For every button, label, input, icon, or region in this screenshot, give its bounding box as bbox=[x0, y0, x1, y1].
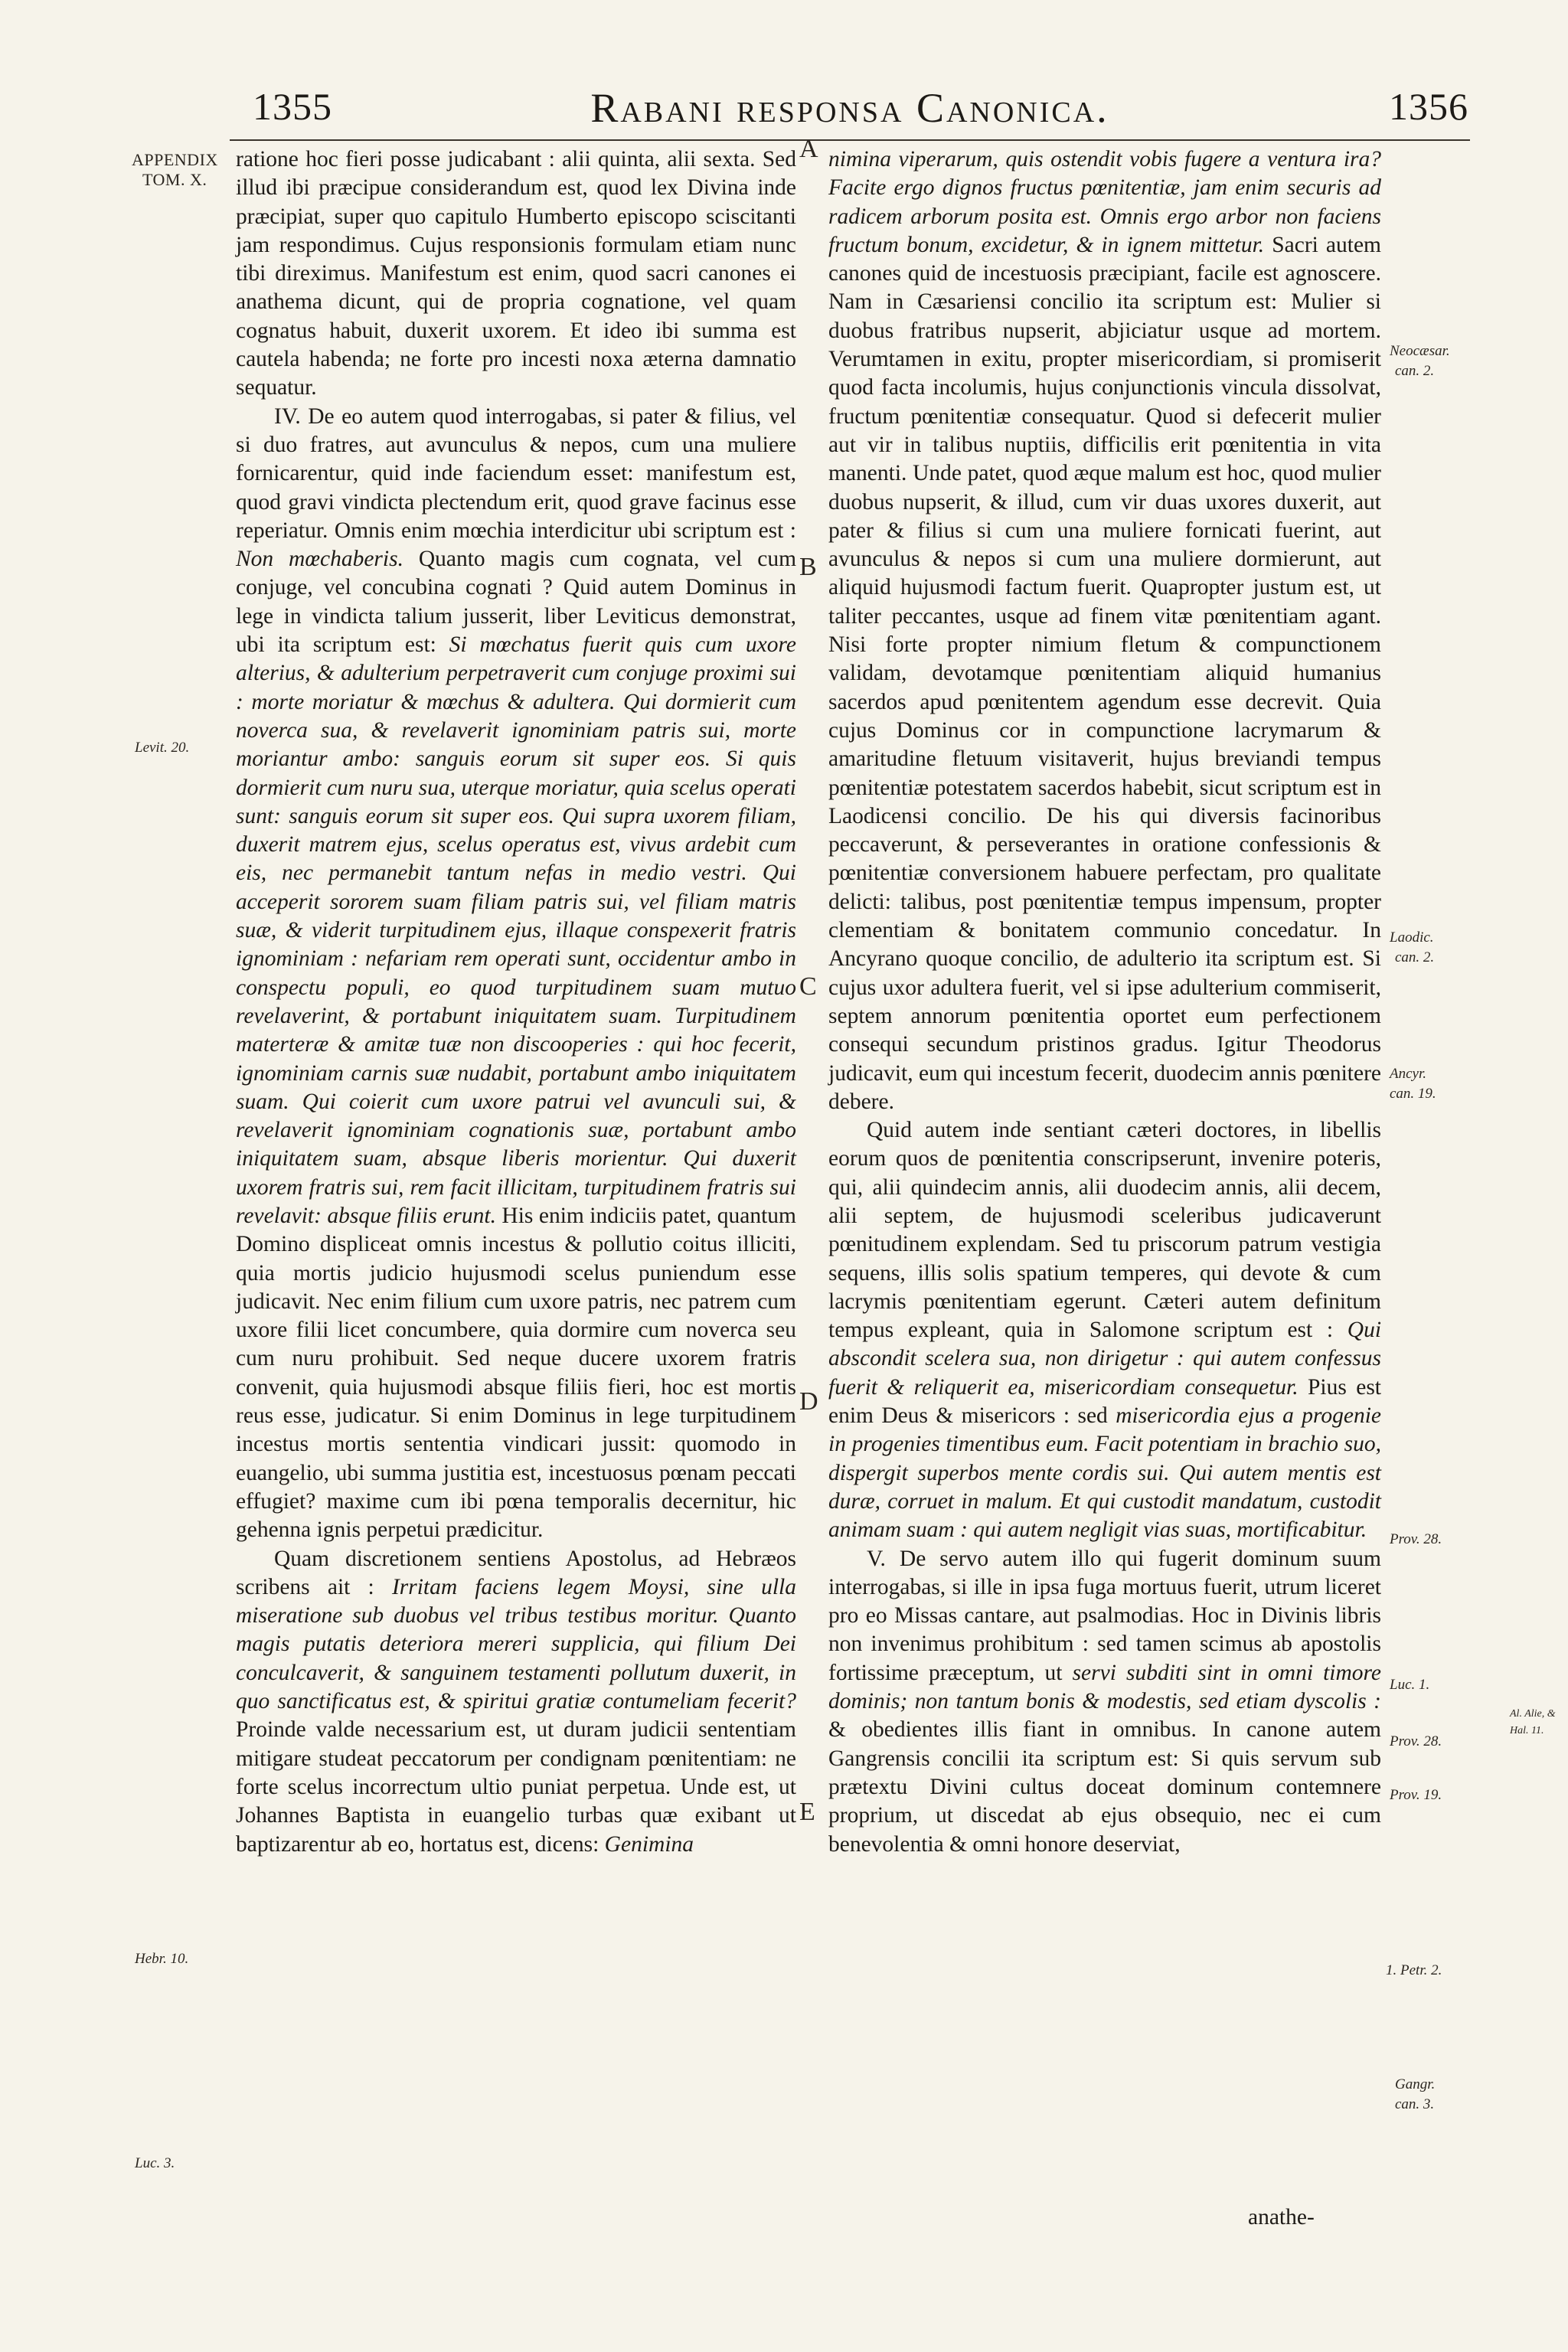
margin-neocaes-can: can. 2. bbox=[1395, 363, 1435, 379]
margin-tom: TOM. X. bbox=[142, 170, 207, 189]
section-letter-b: B bbox=[799, 553, 817, 581]
margin-luc1: Luc. 1. bbox=[1390, 1677, 1430, 1693]
header-rule bbox=[230, 139, 1470, 141]
right-p2-quote-b: Qui abscondit scelera sua, non dirigetur : qui autem confessus fuerit & reliquerit ea, misericordiam consequetur. bbox=[828, 1318, 1382, 1400]
page-number-left: 1355 bbox=[253, 85, 332, 128]
margin-prov28a: Prov. 28. bbox=[1390, 1531, 1442, 1547]
running-title: Rabani responsa Canonica. bbox=[590, 85, 1109, 131]
left-paragraph-1: ratione hoc fieri posse judicabant : alii quinta, alii sexta. Sed illud ibi præcipue considerandum est, quod lex Divina inde præcipiat, super quo capitulo Humberto episcopo sciscitanti jam respondimus. Cujus responsionis formulam etiam nunc tibi direximus. Manifestum est enim, quod sacri canones ei anathema dicunt, qui de propria cognatione, vel quam cognatus habuit, duxerit uxorem. Et ideo ibi summa est cautela habenda; ne forte pro incesti noxa æterna damnatio sequatur. bbox=[236, 147, 796, 400]
section-letter-c: C bbox=[799, 972, 817, 1001]
margin-luc: Luc. 3. bbox=[135, 2155, 175, 2171]
section-letter-a: A bbox=[799, 135, 818, 163]
left-paragraph-2 bbox=[236, 403, 796, 1545]
left-p3-text-c: Proinde valde necessarium est, ut duram judicii sententiam mitigare studeat peccatorum per condignam pœnitentiam: ne forte scelus incorrectum ultio puniat perpetua. Unde est, ut Johannes Baptista in euangelio turbas quæ exibant ut baptizarentur ab eo, hortatus est, dicens: bbox=[236, 1717, 796, 1857]
margin-ancyr-can: can. 19. bbox=[1390, 1086, 1436, 1102]
right-paragraph-3 bbox=[828, 1545, 1381, 1859]
left-p3-quote-d: Genimina bbox=[604, 1831, 694, 1857]
left-p2-text-e: His enim indiciis patet, quantum Domino displiceat omnis incestus & pollutio coitus illiciti, quia mortis judicio hujusmodi scelus puniendum esse judicavit. Nec enim filium cum uxore patris, nec patrem cum uxore filii licet concumbere, quia dormire cum noverca seu cum nuru prohibuit. Sed neque ducere uxorem fratris convenit, quia hujusmodi absque filiis fieri, hoc est mortis reus esse, judicatur. Si enim Dominus in lege turpitudinem incestus mortis sententia vindicari jussit: quomodo in euangelio, ubi summa justitia est, incestuosus pœnam peccati effugiet? maxime cum ibi pœna temporalis decernitur, hic gehenna ignis perpetui prædicitur. bbox=[236, 1203, 796, 1543]
right-p3-text-c: & obedientes illis fiant in omnibus. In canone autem Gangrensis concilii ita scriptum est: Si quis servum sub prætextu Divini cultus doceat dominum contemnere proprium, ut discedat ab ejus obsequio, nec ei cum benevolentia & omni honore deserviat, bbox=[828, 1717, 1381, 1857]
left-p2-quote-b: Non mœchaberis. bbox=[236, 547, 403, 572]
catchword: anathe- bbox=[1248, 2205, 1315, 2230]
left-p3-text-a: Quam discretionem sentiens Apostolus, ad Hebræos scribens ait : bbox=[236, 1546, 796, 1599]
page-number-right: 1356 bbox=[1389, 85, 1468, 128]
right-p2-text-a: Quid autem inde sentiant cæteri doctores, in libellis eorum quos de pœnitentia conscripserunt, invenire poteris, qui, alii quindecim annis, alii duodecim annis, alii decem, alii septem, de hujusmodi sceleribus judicaverunt pœnitudinem explendam. Sed tu priscorum patrum vestigia sequens, illis solis spatium temperes, qui devote & cum lacrymis pœnitentiam egerunt. Cæteri autem definitum tempus expleant, quia in Salomone scriptum est : bbox=[828, 1118, 1381, 1343]
margin-prov28b: Prov. 28. bbox=[1390, 1733, 1442, 1749]
right-paragraph-1 bbox=[828, 145, 1381, 1116]
left-column bbox=[236, 145, 796, 1859]
section-letter-e: E bbox=[799, 1798, 815, 1826]
right-p1-text-b: Sacri autem canones quid de incestuosis præcipiant, facile est agnoscere. Nam in Cæsariensi concilio ita scriptum est: Mulier si duobus fratribus nupserit, abjiciatur usque ad mortem. Verumtamen in exitu, propter misericordiam, si promiserit quod facta incolumis, hujus conjunctionis vincula dissolvat, fructum pœnitentiæ consequatur. Quod si defecerit mulier aut vir in talibus nuptiis, difficilis erit pœnitentia in vita manenti. Unde patet, quod æque malum est hoc, quod mulier duobus nupserit, & illud, cum vir duas uxores duxerit, aut pater & filius si cum una muliere fornicati fuerint, aut avunculus & nepos si cum una muliere dormierunt, aut aliquid hujusmodi factum fuerit. Quapropter justum est, ut taliter peccantes, usque ad finem vitæ pœnitentiam agant. Nisi forte propter nimium fletum & compunctionem validam, devotamque pœnitentiam aliquid humanius sacerdos apud pœnitentem agendum esse decrevit. Quia cujus Dominus cor in compunctione lacrymarum & amaritudine fletuum visitaverit, hujus breviandi tempus pœnitentiæ potestatem sacerdos habebit, sicut scriptum est in Laodicensi concilio. De his qui diversis facinoribus peccaverunt, & perseverantes in oratione confessionis & pœnitentiæ conversionem habuere perfectam, pro qualitate delicti: talibus, post pœnitentiæ tempus impensum, propter clementiam & bonitatem communio concedatur. In Ancyrano quoque concilio, de adulterio ita scriptum est. Si cujus uxor adultera fuerit, vel si ipse adulterium commiserit, septem annorum pœnitentia oportet eum perfectionem consequi secundum pristinos gradus. Igitur Theodorus judicavit, eum qui incestum fecerit, duodecim annis pœnitere debere. bbox=[828, 232, 1381, 1114]
margin-petr: 1. Petr. 2. bbox=[1386, 1962, 1442, 1978]
section-letter-d: D bbox=[799, 1387, 818, 1416]
margin-gangr: Gangr. bbox=[1395, 2076, 1436, 2092]
right-p1-quote-a: nimina viperarum, quis ostendit vobis fugere a ventura ira? Facite ergo dignos fructus pœnitentiæ, jam enim securis ad radicem arborum posita est. Omnis ergo arbor non faciens fructum bonum, excidetur, & in ignem mittetur. bbox=[828, 147, 1381, 257]
margin-gangr-can: can. 3. bbox=[1395, 2096, 1435, 2112]
margin-alie-a: Al. Alie, & bbox=[1510, 1708, 1556, 1720]
margin-alie-b: Hal. 11. bbox=[1510, 1725, 1544, 1736]
margin-appendix: APPENDIX bbox=[132, 150, 218, 169]
margin-ancyr: Ancyr. bbox=[1390, 1066, 1427, 1082]
right-p3-quote-b: servi subditi sint in omni timore dominis; non tantum bonis & modestis, sed etiam dyscolis : bbox=[828, 1660, 1382, 1714]
right-column bbox=[828, 145, 1381, 1859]
margin-laodic: Laodic. bbox=[1390, 929, 1434, 946]
margin-levit: Levit. 20. bbox=[135, 740, 190, 756]
left-p2-text-a: IV. De eo autem quod interrogabas, si pater & filius, vel si duo fratres, aut avunculus & nepos, cum una muliere fornicarentur, quid inde faciendum esset: manifestum est, quod gravi vindicta plectendum erit, quod grave facinus esse reperiatur. Omnis enim mœchia interdicitur ubi scriptum est : bbox=[236, 403, 796, 543]
right-p2-text-c: Pius est enim Deus & misericors : sed bbox=[828, 1374, 1382, 1429]
left-p2-quote-d: Si mœchatus fuerit quis cum uxore alterius, & adulterium perpetraverit cum conjuge proximi sui : morte moriatur & mœchus & adultera. Qui dormierit cum noverca sua, & revelaverit ignominiam patris sui, morte moriantur ambo: sanguis eorum sit super eos. Si quis dormierit cum nuru sua, uterque moriatur, quia scelus operati sunt: sanguis eorum sit super eos. Qui supra uxorem filiam, duxerit matrem ejus, scelus operatus est, vivus ardebit cum eis, nec permanebit tantum nefas in medio vestri. Qui acceperit sororem suam filiam patris sui, vel filiam matris suæ, & viderit turpitudinem ejus, illaque conspexerit fratris ignominiam : nefariam rem operati sunt, occidentur ambo in conspectu populi, eo quod turpitudinem suam mutuo revelaverint, & portabunt iniquitatem suam. Turpitudinem materteræ & amitæ tuæ non discooperies : qui hoc fecerit, ignominiam carnis suæ nudabit, portabunt ambo iniquitatem suam. Qui coierit cum uxore patrui vel avunculi sui, & revelaverit ignominiam cognationis suæ, portabunt ambo iniquitatem suam, absque liberis morientur. Qui duxerit uxorem fratris sui, rem facit illicitam, turpitudinem fratris sui revelavit: absque filiis erunt. bbox=[236, 632, 797, 1228]
left-paragraph-3 bbox=[236, 1545, 796, 1859]
right-paragraph-2 bbox=[828, 1116, 1381, 1544]
margin-prov19: Prov. 19. bbox=[1390, 1787, 1442, 1803]
right-p2-quote-d: misericordia ejus a progenie in progenies timentibus eum. Facit potentiam in brachio suo, dispergit superbos mente cordis sui. Qui autem mentis est duræ, corruet in malum. Et qui custodit mandatum, custodit animam suam : qui autem negligit vias suas, mortificabitur. bbox=[828, 1403, 1382, 1543]
margin-hebr: Hebr. 10. bbox=[135, 1951, 189, 1967]
margin-neocaes: Neocæsar. bbox=[1390, 343, 1450, 359]
right-p3-text-a: V. De servo autem illo qui fugerit dominum suum interrogabas, si ille in ipsa fuga mortuus fuerit, utrum liceret pro eo Missas cantare, aut psalmodias. Hoc in Divinis libris non invenimus prohibitum : sed tamen scimus ab apostolis fortissime præceptum, ut bbox=[828, 1546, 1381, 1685]
margin-laodic-can: can. 2. bbox=[1395, 949, 1435, 965]
left-p3-quote-b: Irritam faciens legem Moysi, sine ulla miseratione sub duobus vel tribus testibus moritur. Quanto magis putatis deteriora mereri supplicia, qui filium Dei conculcaverit, & sanguinem testamenti pollutum duxerit, in quo sanctificatus est, & spiritui gratiæ contumeliam fecerit? bbox=[236, 1574, 797, 1714]
left-p2-text-c: Quanto magis cum cognata, vel cum conjuge, vel concubina cognati ? Quid autem Dominus in lege in vindicta talium jusserit, liber Leviticus demonstrat, ubi ita scriptum est: bbox=[236, 547, 797, 658]
